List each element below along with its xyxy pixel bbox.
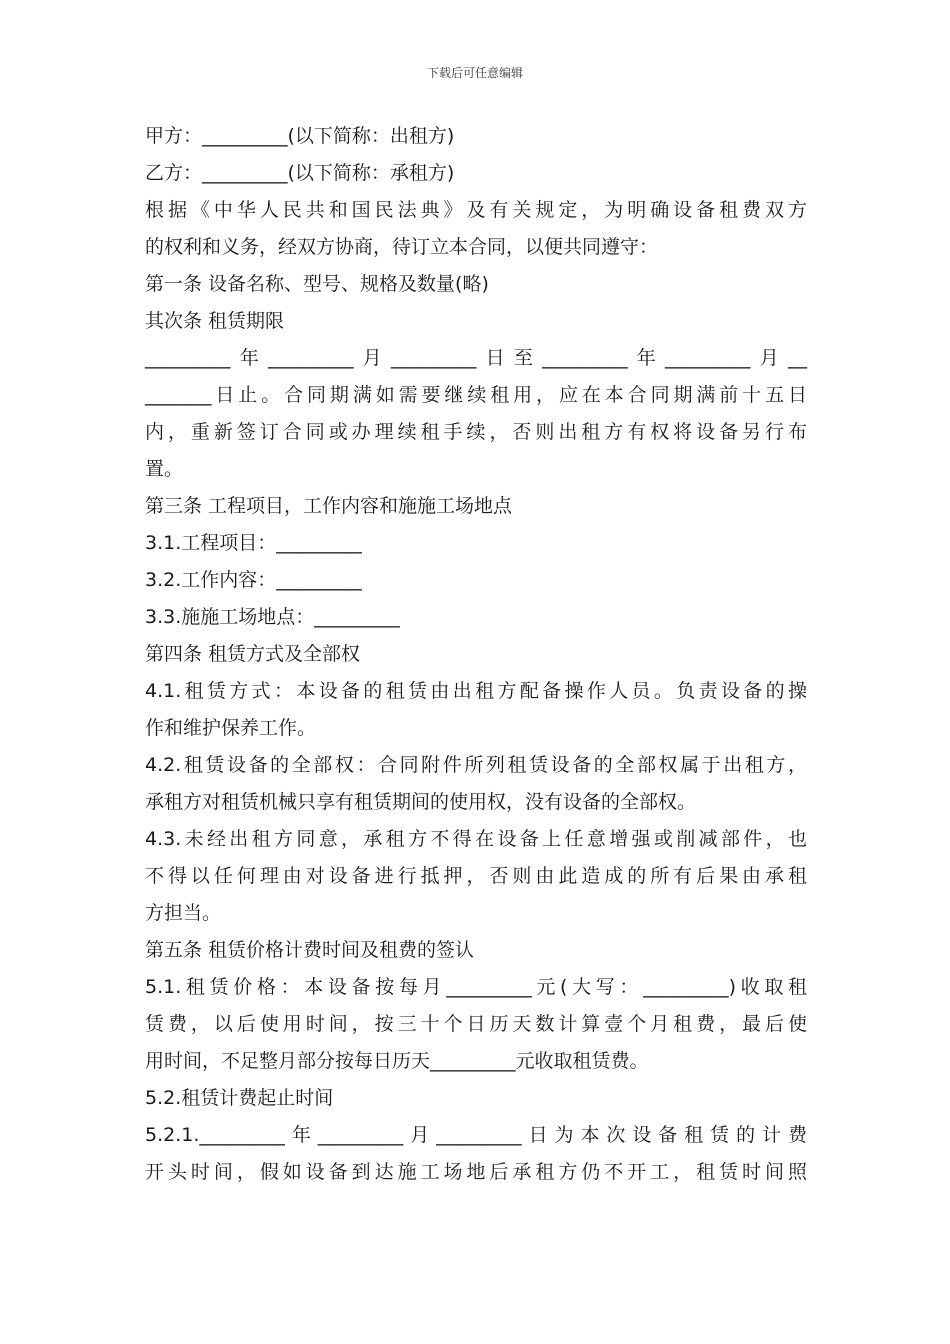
paragraph-line: 置。 [145,458,184,480]
party-a-line: 甲方：_________(以下简称：出租方) [145,125,455,147]
party-b-line: 乙方：_________(以下简称：承租方) [145,162,455,184]
clause-line: 4.2.租赁设备的全部权：合同附件所列租赁设备的全部权属于出租方， [145,754,807,776]
article-heading: 第三条 工程项目，工作内容和施施工场地点 [145,495,513,517]
document-body [145,118,807,1191]
clause-line: 作和维护保养工作。 [145,717,317,739]
clause-line: 3.1.工程项目：_________ [145,532,362,554]
article-heading: 第一条 设备名称、型号、规格及数量(略) [145,273,489,295]
paragraph-line: _______日止。合同期满如需要继续租用，应在本合同期满前十五日 [145,384,807,406]
page-header: 下载后可任意编辑 [426,66,523,80]
paragraph-line: _________年_________月_________日至_________年_________月__ [145,347,807,369]
clause-line: 5.2.1._________年_________月_________日为本次设备租赁的计费 [145,1124,807,1146]
clause-line: 4.1.租赁方式：本设备的租赁由出租方配备操作人员。负责设备的操 [145,680,807,702]
paragraph-line: 内，重新签订合同或办理续租手续，否则出租方有权将设备另行布 [145,421,807,443]
clause-line: 5.2.租赁计费起止时间 [145,1087,334,1109]
clause-line: 5.1.租赁价格：本设备按每月_________元(大写：_________)收取租 [145,976,807,998]
clause-line: 3.3.施施工场地点：_________ [145,606,400,628]
paragraph-line: 根据《中华人民共和国民法典》及有关规定，为明确设备租费双方 [145,199,807,221]
clause-line: 不得以任何理由对设备进行抵押，否则由此造成的所有后果由承租 [145,865,807,887]
clause-line: 赁费，以后使用时间，按三十个日历天数计算壹个月租费，最后使 [145,1013,807,1035]
clause-line: 3.2.工作内容：_________ [145,569,362,591]
clause-line: 用时间，不足整月部分按每日历天_________元收取租赁费。 [145,1050,649,1072]
article-heading: 第四条 租赁方式及全部权 [145,643,361,665]
paragraph-line: 的权利和义务，经双方协商，待订立本合同，以便共同遵守： [145,236,659,258]
clause-line: 方担当。 [145,902,222,924]
clause-line: 开头时间，假如设备到达施工场地后承租方仍不开工，租赁时间照 [145,1161,807,1183]
clause-line: 承租方对租赁机械只享有租赁期间的使用权，没有设备的全部权。 [145,791,697,813]
article-heading: 其次条 租赁期限 [145,310,285,332]
clause-line: 4.3.未经出租方同意，承租方不得在设备上任意增强或削减部件，也 [145,828,807,850]
article-heading: 第五条 租赁价格计费时间及租费的签认 [145,939,475,961]
